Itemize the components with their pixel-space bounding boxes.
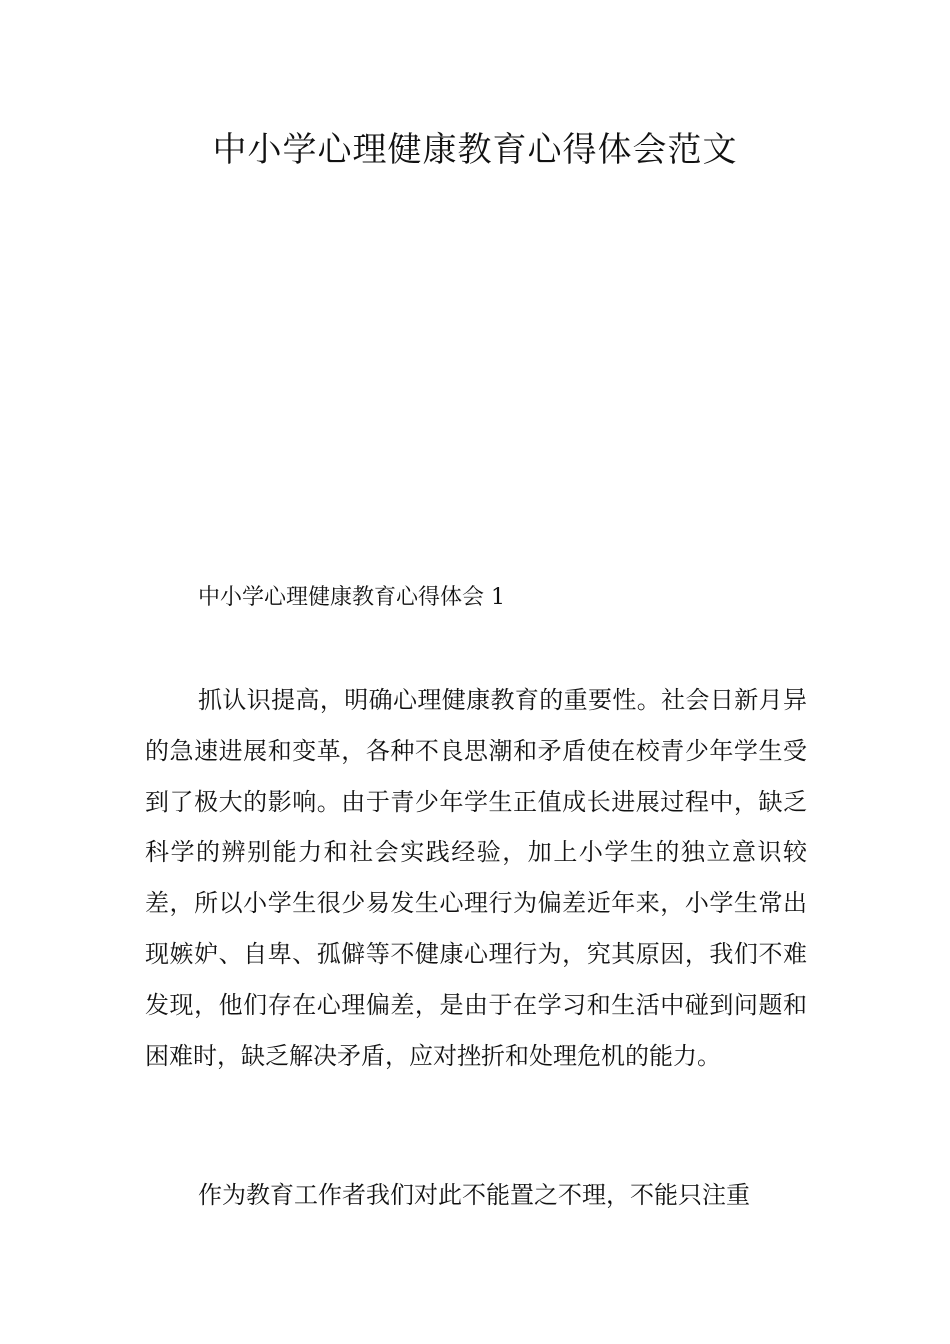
paragraph-1: 抓认识提高，明确心理健康教育的重要性。社会日新月异的急速进展和变革，各种不良思潮和矛盾使在校青少年学生受到了极大的影响。由于青少年学生正值成长进展过程中，缺乏科学的辨别能力和社会实践经验，加上小学生的独立意识较差，所以小学生很少易发生心理行为偏差近年来，小学生常出现嫉妒、自卑、孤僻等不健康心理行为，究其原因，我们不难发现，他们存在心理偏差，是由于在学习和生活中碰到问题和困难时，缺乏解决矛盾，应对挫折和处理危机的能力。	[145, 686, 807, 1070]
document-title: 中小学心理健康教育心得体会范文	[212, 130, 738, 170]
section-heading: 中小学心理健康教育心得体会 1	[198, 585, 505, 610]
paragraph-2: 作为教育工作者我们对此不能置之不理，不能只注重	[198, 1181, 750, 1209]
